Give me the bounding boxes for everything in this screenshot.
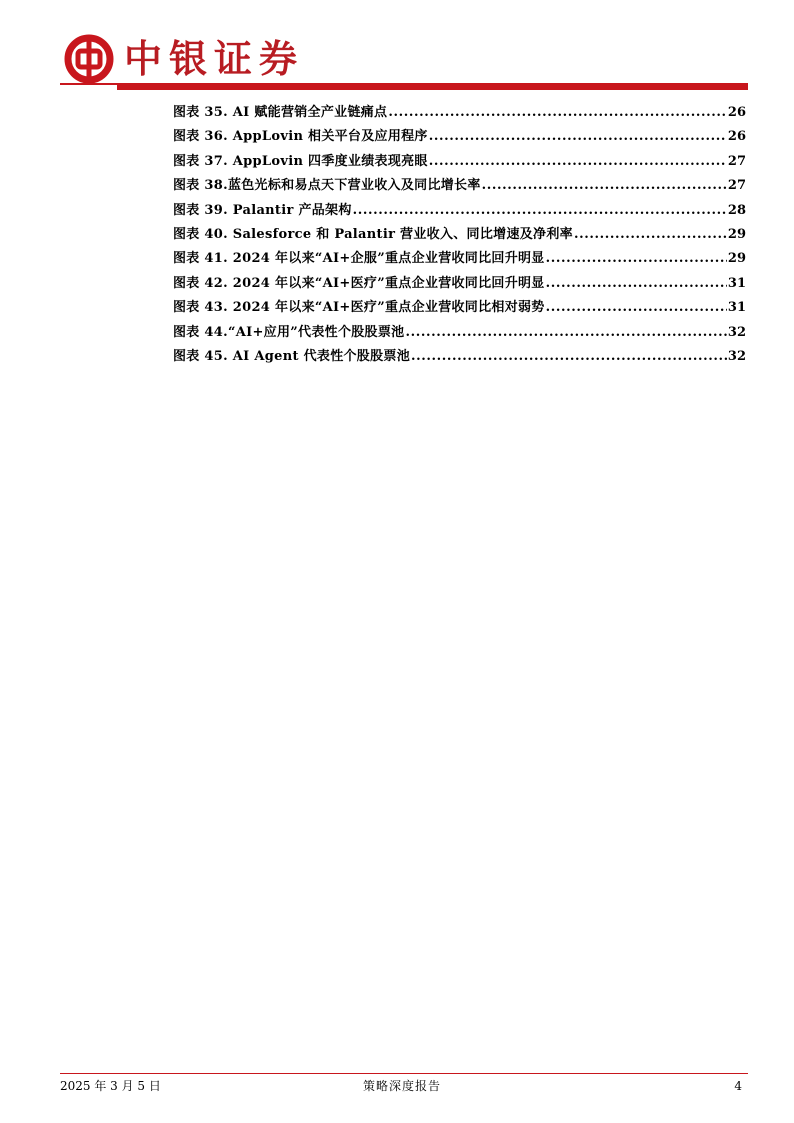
toc-entry-label: 图表 43. 2024 年以来“AI+医疗”重点企业营收同比相对弱势 (173, 300, 545, 316)
toc-entry-label: 图表 44.“AI+应用”代表性个股股票池 (173, 324, 405, 340)
toc-entry-label: 图表 45. AI Agent 代表性个股股票池 (173, 348, 410, 364)
toc-entry-label: 图表 39. Palantir 产品架构 (173, 202, 352, 218)
toc-entry-label: 图表 41. 2024 年以来“AI+企服”重点企业营收同比回升明显 (173, 251, 545, 267)
toc-entry[interactable] (173, 272, 746, 296)
page-header (60, 30, 750, 90)
toc-entry-label: 图表 42. 2024 年以来“AI+医疗”重点企业营收同比回升明显 (173, 275, 545, 291)
table-of-figures (173, 101, 746, 369)
toc-entry-page: 32 (727, 348, 746, 364)
toc-leader-dots (388, 105, 727, 120)
toc-leader-dots (429, 129, 727, 144)
toc-entry-page: 26 (727, 129, 746, 145)
toc-entry[interactable] (173, 150, 746, 174)
toc-entry[interactable] (173, 321, 746, 345)
toc-entry[interactable] (173, 199, 746, 223)
toc-entry-page: 28 (727, 202, 746, 218)
toc-leader-dots (574, 227, 727, 242)
toc-entry[interactable] (173, 296, 746, 320)
toc-entry-page: 29 (727, 251, 746, 267)
footer-divider (60, 1073, 748, 1074)
toc-leader-dots (546, 251, 727, 266)
toc-entry-page: 26 (727, 105, 746, 120)
toc-entry[interactable] (173, 174, 746, 198)
toc-leader-dots (405, 325, 726, 340)
toc-leader-dots (482, 178, 727, 193)
toc-leader-dots (546, 300, 727, 315)
toc-entry-label: 图表 38.蓝色光标和易点天下营业收入及同比增长率 (173, 178, 481, 194)
toc-entry[interactable] (173, 247, 746, 271)
footer-page-number: 4 (734, 1079, 742, 1093)
toc-entry-label: 图表 37. AppLovin 四季度业绩表现亮眼 (173, 153, 428, 169)
toc-entry-label: 图表 35. AI 赋能营销全产业链痛点 (173, 105, 388, 120)
toc-entry-page: 31 (727, 275, 746, 291)
toc-entry-label: 图表 36. AppLovin 相关平台及应用程序 (173, 129, 428, 145)
toc-entry-label: 图表 40. Salesforce 和 Palantir 营业收入、同比增速及净利率 (173, 226, 573, 242)
toc-entry[interactable] (173, 101, 746, 125)
header-divider-thick (117, 85, 748, 90)
toc-entry-page: 27 (727, 153, 746, 169)
footer-report-type: 策略深度报告 (363, 1079, 442, 1093)
bank-of-china-logo-icon (64, 34, 114, 84)
brand-name: 中银证券 (124, 37, 305, 81)
toc-entry-page: 32 (727, 324, 746, 340)
footer-date: 2025 年 3 月 5 日 (60, 1079, 161, 1093)
toc-leader-dots (429, 154, 727, 169)
toc-entry-page: 27 (727, 178, 746, 194)
toc-leader-dots (411, 349, 727, 364)
toc-entry[interactable] (173, 125, 746, 149)
toc-entry-page: 31 (727, 300, 746, 316)
toc-leader-dots (353, 203, 727, 218)
toc-leader-dots (546, 276, 727, 291)
toc-entry[interactable] (173, 345, 746, 369)
toc-entry-page: 29 (727, 226, 746, 242)
toc-entry[interactable] (173, 223, 746, 247)
